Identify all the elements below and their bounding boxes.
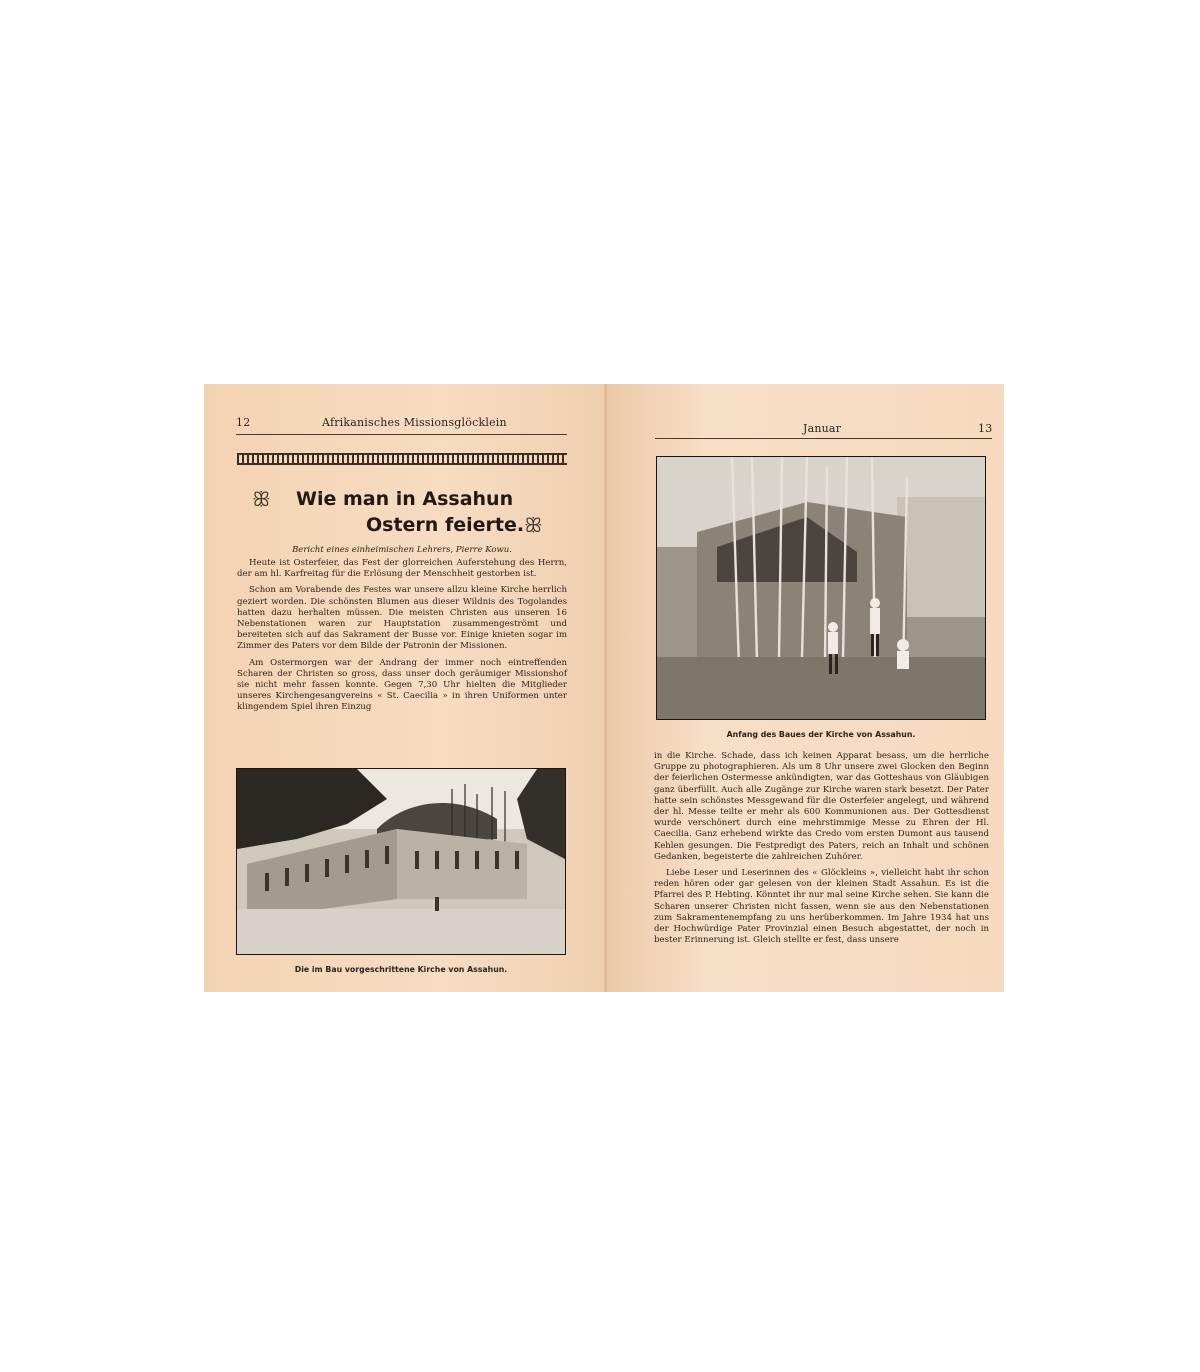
page-number-right: 13 [978,422,993,435]
right-page [607,384,1004,992]
article-title-line1: Wie man in Assahun [296,488,514,510]
photo-image [657,457,985,719]
church-foundation-photo [656,456,986,720]
paragraph: Schon am Vorabende des Festes war unsere allzu kleine Kirche herrlich geziert worden. Die schönsten Blumen aus dieser Wildnis des Togolandes hatten dazu herhalten müssen. Die meisten Christen aus unseren 16 Nebenstationen waren zur Hauptstation zusammengeströmt und bereiteten sich auf das Sakrament der Busse vor. Einige knieten sogar im Zimmer des Paters vor dem Bilde der Patronin der Missionen. [237,585,567,652]
running-title-left: Afrikanisches Missionsglöcklein [322,416,507,429]
page-number-left: 12 [236,416,251,429]
header-rule-right [655,438,992,439]
magazine-spread [204,384,1004,992]
photo-caption-right: Anfang des Baues der Kirche von Assahun. [726,730,916,739]
floral-ornament-icon: ꕥ [252,487,271,511]
photo-image [237,769,565,954]
church-construction-photo [236,768,566,955]
paragraph: Heute ist Osterfeier, das Fest der glorreichen Auferstehung des Herrn, der am hl. Karfreitag für die Erlösung der Menschheit gestorben ist. [237,558,567,580]
running-title-right: Januar [803,422,842,435]
floral-ornament-icon: ꕥ [524,513,543,537]
left-page [204,384,607,992]
paragraph: in die Kirche. Schade, dass ich keinen Apparat besass, um die herrliche Gruppe zu photographieren. Als um 8 Uhr unsere zwei Glocken den Beginn der feierlichen Ostermesse ankündigten, war das Gotteshaus von Gläubigen ganz überfüllt. Auch alle Zugänge zur Kirche waren stark besetzt. Der Pater hatte sein schönstes Messgewand für die Osterfeier angelegt, und während der hl. Messe teilte er mehr als 600 Kommunionen aus. Der Gottesdienst wurde verschönert durch eine mehrstimmige Messe zu Ehren der Hl. Caecilia. Ganz erhebend wirkte das Credo vom ersten Dumont aus tausend Kehlen gesungen. Die Festpredigt des Paters, reich an Inhalt und schönen Gedanken, begeisterte die zahlreichen Zuhörer. [654,751,989,862]
photo-caption-left: Die im Bau vorgeschrittene Kirche von Assahun. [294,965,508,974]
paragraph: Liebe Leser und Leserinnen des « Glöckleins », vielleicht habt ihr schon reden hören oder gar gelesen von der kleinen Stadt Assahun. Es ist die Pfarrei des P. Hebting. Könntet ihr nur mal seine Kirche sehen. Sie kann die Scharen unserer Christen nicht fassen, wenn sie aus den Nebenstationen zum Sakramentenempfang zu uns herüberkommen. Im Jahre 1934 hat uns der Hochwürdige Pater Provinzial einen Besuch abgestattet, der noch in bester Erinnerung ist. Gleich stellte er fest, dass unsere [654,868,989,946]
byline: Bericht eines einheimischen Lehrers, Pierre Kowu. [292,545,512,555]
article-title-line2: Ostern feierte. [366,514,525,536]
decorative-border [237,453,567,465]
paragraph: Am Ostermorgen war der Andrang der immer noch eintreffenden Scharen der Christen so gross, dass unser doch geräumiger Missionshof sie nicht mehr fassen konnte. Gegen 7,30 Uhr hielten die Mitglieder unseres Kirchengesangvereins « St. Caecilia » in ihren Uniformen unter klingendem Spiel ihren Einzug [237,657,567,713]
article-body-left [237,558,567,719]
header-rule-left [236,434,567,435]
article-body-right [654,751,989,951]
